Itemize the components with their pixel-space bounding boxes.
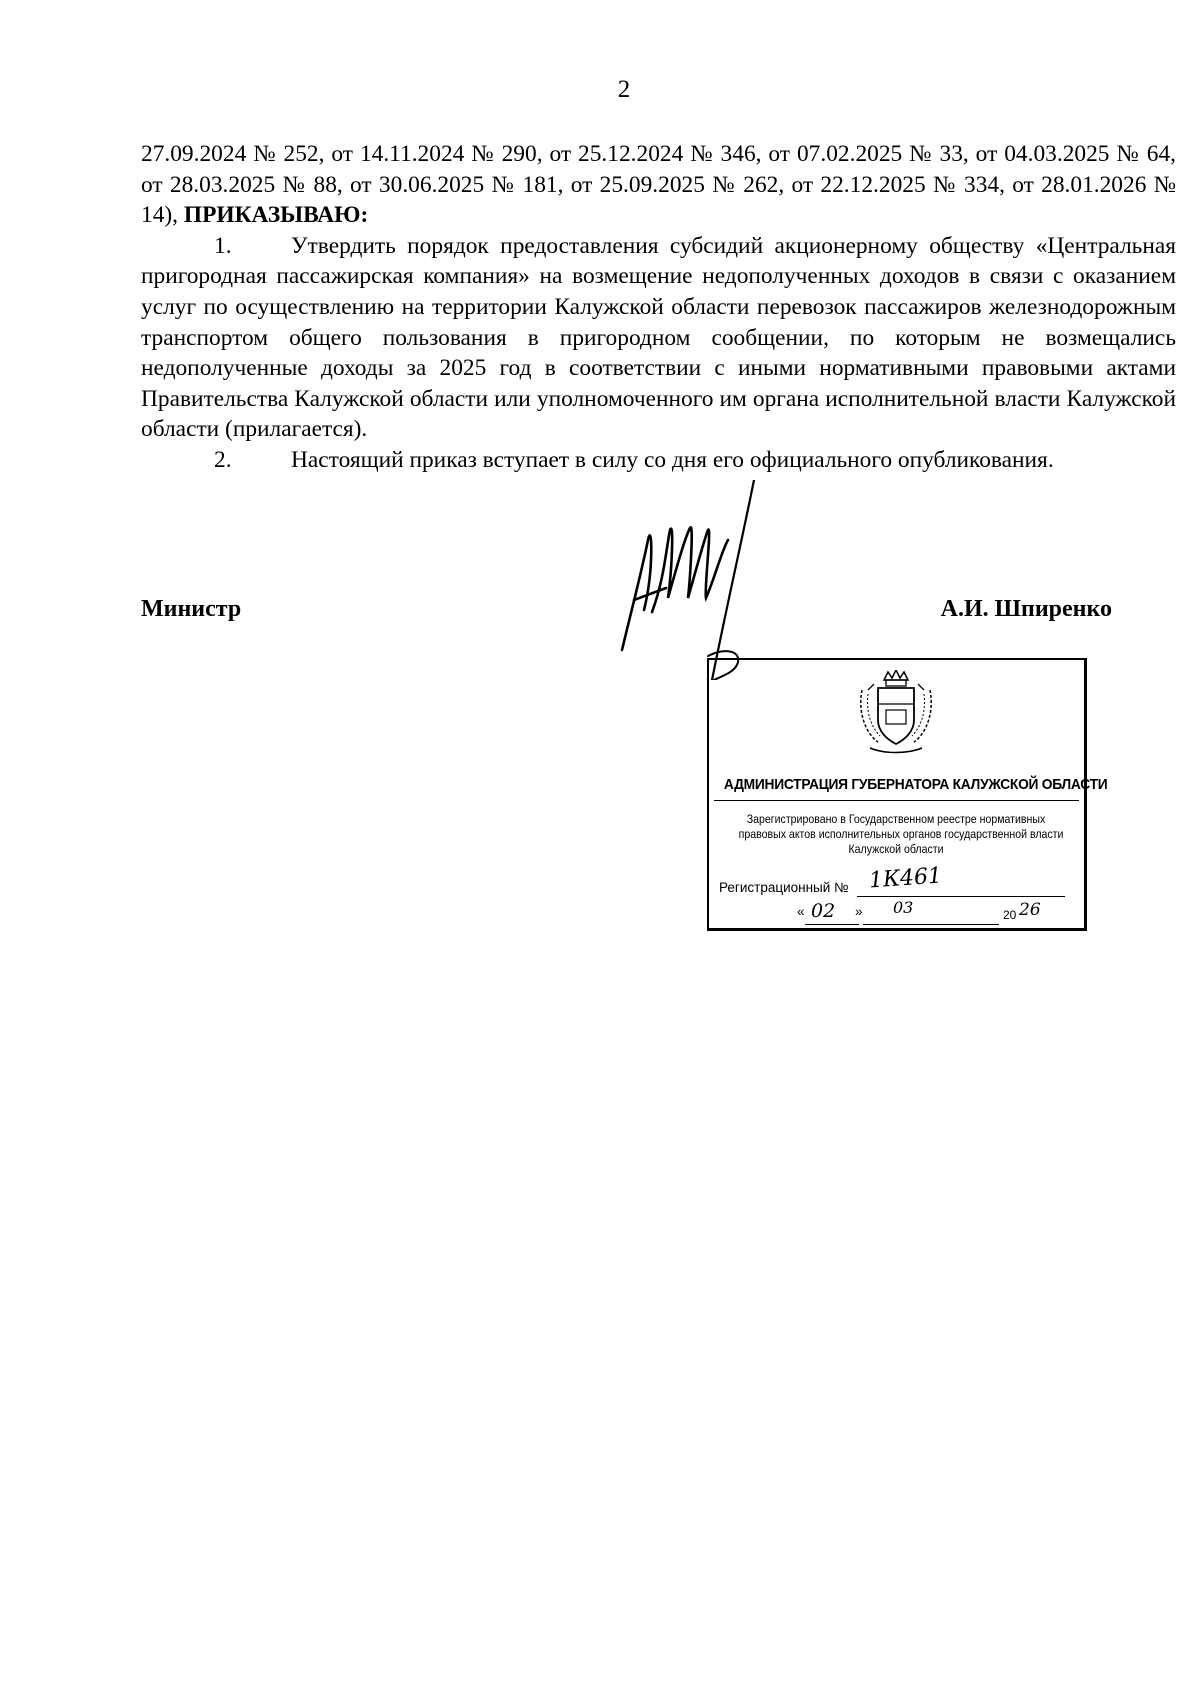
page-number: 2 xyxy=(617,76,631,103)
stamp-title: АДМИНИСТРАЦИЯ ГУБЕРНАТОРА КАЛУЖСКОЙ ОБЛАСТИ xyxy=(723,776,1108,793)
date-open-quote: « xyxy=(797,904,805,919)
stamp-note-line: Калужской области xyxy=(848,842,944,856)
stamp-note-line: правовых актов исполнительных органов государственной власти xyxy=(738,827,1064,841)
intro-paragraph xyxy=(141,139,1176,231)
date-close-quote: » xyxy=(855,904,863,919)
stamp-registration-note xyxy=(738,812,1064,857)
stamp-date xyxy=(797,898,1077,926)
stamp-registration-number: 1К461 xyxy=(868,863,943,894)
item-2-number: 2. xyxy=(214,446,232,473)
date-day-line xyxy=(805,924,859,925)
date-day: 02 xyxy=(811,900,836,922)
date-year-prefix: 20 xyxy=(1003,908,1017,922)
date-month: 03 xyxy=(893,898,914,917)
document-body xyxy=(141,139,1176,476)
order-word: ПРИКАЗЫВАЮ: xyxy=(183,202,369,229)
stamp-divider xyxy=(714,800,1079,801)
handwritten-signature xyxy=(604,480,804,680)
date-year-suffix: 26 xyxy=(1019,900,1041,920)
stamp-registration-line xyxy=(857,896,1065,897)
stamp-note-line: Зарегистрировано в Государственном реестре нормативных xyxy=(746,812,1046,826)
date-month-line xyxy=(863,924,999,925)
signatory-role: Министр xyxy=(141,596,242,622)
registration-stamp xyxy=(707,658,1108,931)
coat-of-arms-icon xyxy=(856,670,936,756)
item-2-text: Настоящий приказ вступает в силу со дня его официального опубликования. xyxy=(291,446,1054,473)
item-1-text: Утвердить порядок предоставления субсидий акционерному обществу «Центральная пригородная пассажирская компания» на возмещение недополученных доходов в связи с оказанием услуг по осуществлению на территории Калужской области перевозок пассажиров железнодорожным транспортом общего пользования в пригородном сообщении, по которым не возмещались недополученные доходы за 2025 год в соответствии с иными нормативными правовыми актами Правительства Калужской области или уполномоченного им органа исполнительной власти Калужской области (прилагается). xyxy=(141,232,1176,443)
item-2 xyxy=(141,445,1176,476)
item-1 xyxy=(141,231,1176,445)
stamp-registration-label: Регистрационный № xyxy=(719,880,849,895)
signatory-name: А.И. Шпиренко xyxy=(940,596,1112,622)
intro-text: 27.09.2024 № 252, от 14.11.2024 № 290, от 25.12.2024 № 346, от 07.02.2025 № 33, от 04.03.2025 № 64, от 28.03.2025 № 88, от 30.06.2025 № 181, от 25.09.2025 № 262, от 22.12.2025 № 334, от 28.01.2026 № 14), xyxy=(141,141,1176,229)
item-1-number: 1. xyxy=(214,232,232,259)
